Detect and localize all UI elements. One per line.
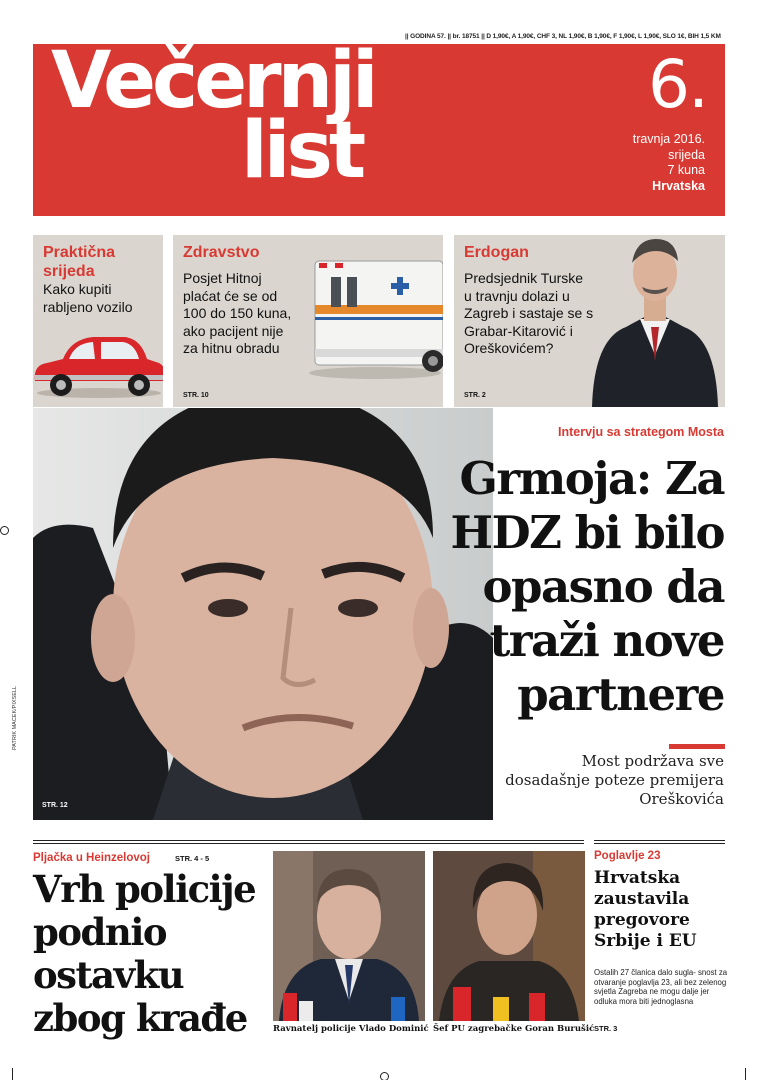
side-story-page-ref: STR. 3 bbox=[594, 1024, 618, 1033]
teaser-category: Zdravstvo bbox=[183, 244, 260, 261]
erdogan-photo bbox=[582, 235, 725, 407]
teaser-text: Predsjednik Turske u travnju dolazi u Zagreb i sastaje se s Grabar-Kitarović i Oreškovićem? bbox=[464, 270, 594, 356]
teaser-text: Posjet Hitnoj plaćat će se od 100 do 150 kuna, ako pacijent nije za hitnu obradu bbox=[183, 270, 292, 356]
caption-burusic: Šef PU zagrebačke Goran Burušić bbox=[433, 1024, 595, 1034]
side-story-headline[interactable]: Hrvatska zaustavila pregovore Srbije i EU bbox=[594, 868, 697, 951]
teaser-category: Erdogan bbox=[464, 244, 529, 261]
accent-bar bbox=[669, 744, 725, 749]
newspaper-logo[interactable] bbox=[51, 36, 375, 196]
caption-dominic: Ravnatelj policije Vlado Dominić bbox=[273, 1024, 429, 1034]
logo-line-1: Večernji bbox=[51, 36, 375, 126]
teaser-category: Praktična srijeda bbox=[43, 244, 116, 280]
crop-mark bbox=[745, 1068, 746, 1080]
bottom-story-kicker: Pljačka u Heinzelovoj bbox=[33, 852, 150, 864]
main-story-headline[interactable]: Grmoja: Za HDZ bi bilo opasno da traži nove partnere bbox=[450, 452, 724, 721]
red-car-image bbox=[33, 329, 163, 401]
issue-date-block bbox=[633, 132, 705, 194]
grmoja-portrait bbox=[33, 408, 493, 820]
crop-mark bbox=[12, 1068, 13, 1080]
burusic-portrait bbox=[433, 851, 585, 1021]
photo-credit: PATRIK MACEK/PIXSELL bbox=[12, 686, 18, 750]
issue-day: 6. bbox=[648, 46, 707, 123]
side-story-text: Ostalih 27 članica dalo sugla- snost za otvaranje poglavlja 23, ali bez zelenog svjetla Zagreba ne mogu dalje jer odluka mora biti jednoglasna bbox=[594, 968, 728, 1006]
edition-info-line: || GODINA 57. || br. 18751 || D 1,90€, A 1,90€, CHF 3, NL 1,90€, B 1,90€, F 1,90€, L 1,90€, SLO 1€, BIH 1,5 KM bbox=[405, 33, 721, 40]
issue-price: 7 kuna bbox=[667, 163, 705, 177]
bottom-story-page-ref: STR. 4 - 5 bbox=[175, 854, 210, 863]
registration-mark bbox=[0, 526, 9, 535]
photo-burusic bbox=[433, 851, 585, 1021]
main-story-photo bbox=[33, 408, 493, 820]
bottom-story-headline[interactable]: Vrh policije podnio ostavku zbog krađe bbox=[33, 867, 256, 1040]
dominic-portrait bbox=[273, 851, 425, 1021]
issue-edition: Hrvatska bbox=[652, 178, 705, 193]
section-rule bbox=[33, 840, 584, 841]
teaser-zdravstvo[interactable] bbox=[173, 235, 443, 407]
main-story-kicker: Intervju sa strategom Mosta bbox=[557, 425, 724, 439]
registration-mark bbox=[380, 1072, 389, 1080]
ambulance-image bbox=[305, 253, 443, 383]
logo-line-2: list bbox=[241, 106, 363, 196]
main-story-subheadline: Most podržava sve dosadašnje poteze premijera Oreškovića bbox=[505, 752, 724, 808]
issue-weekday: srijeda bbox=[668, 147, 705, 162]
section-rule bbox=[33, 843, 584, 844]
teaser-prakticna-srijeda[interactable] bbox=[33, 235, 163, 407]
teaser-page-ref: STR. 10 bbox=[183, 392, 209, 399]
section-rule bbox=[594, 843, 725, 844]
teaser-text: Kako kupiti rabljeno vozilo bbox=[43, 281, 133, 315]
main-story-page-ref: STR. 12 bbox=[42, 802, 68, 809]
photo-dominic bbox=[273, 851, 425, 1021]
section-rule bbox=[594, 840, 725, 841]
teaser-page-ref: STR. 2 bbox=[464, 392, 486, 399]
teaser-erdogan[interactable] bbox=[454, 235, 725, 407]
issue-month-year: travnja 2016. bbox=[632, 132, 705, 146]
side-story-kicker: Poglavlje 23 bbox=[594, 850, 661, 862]
